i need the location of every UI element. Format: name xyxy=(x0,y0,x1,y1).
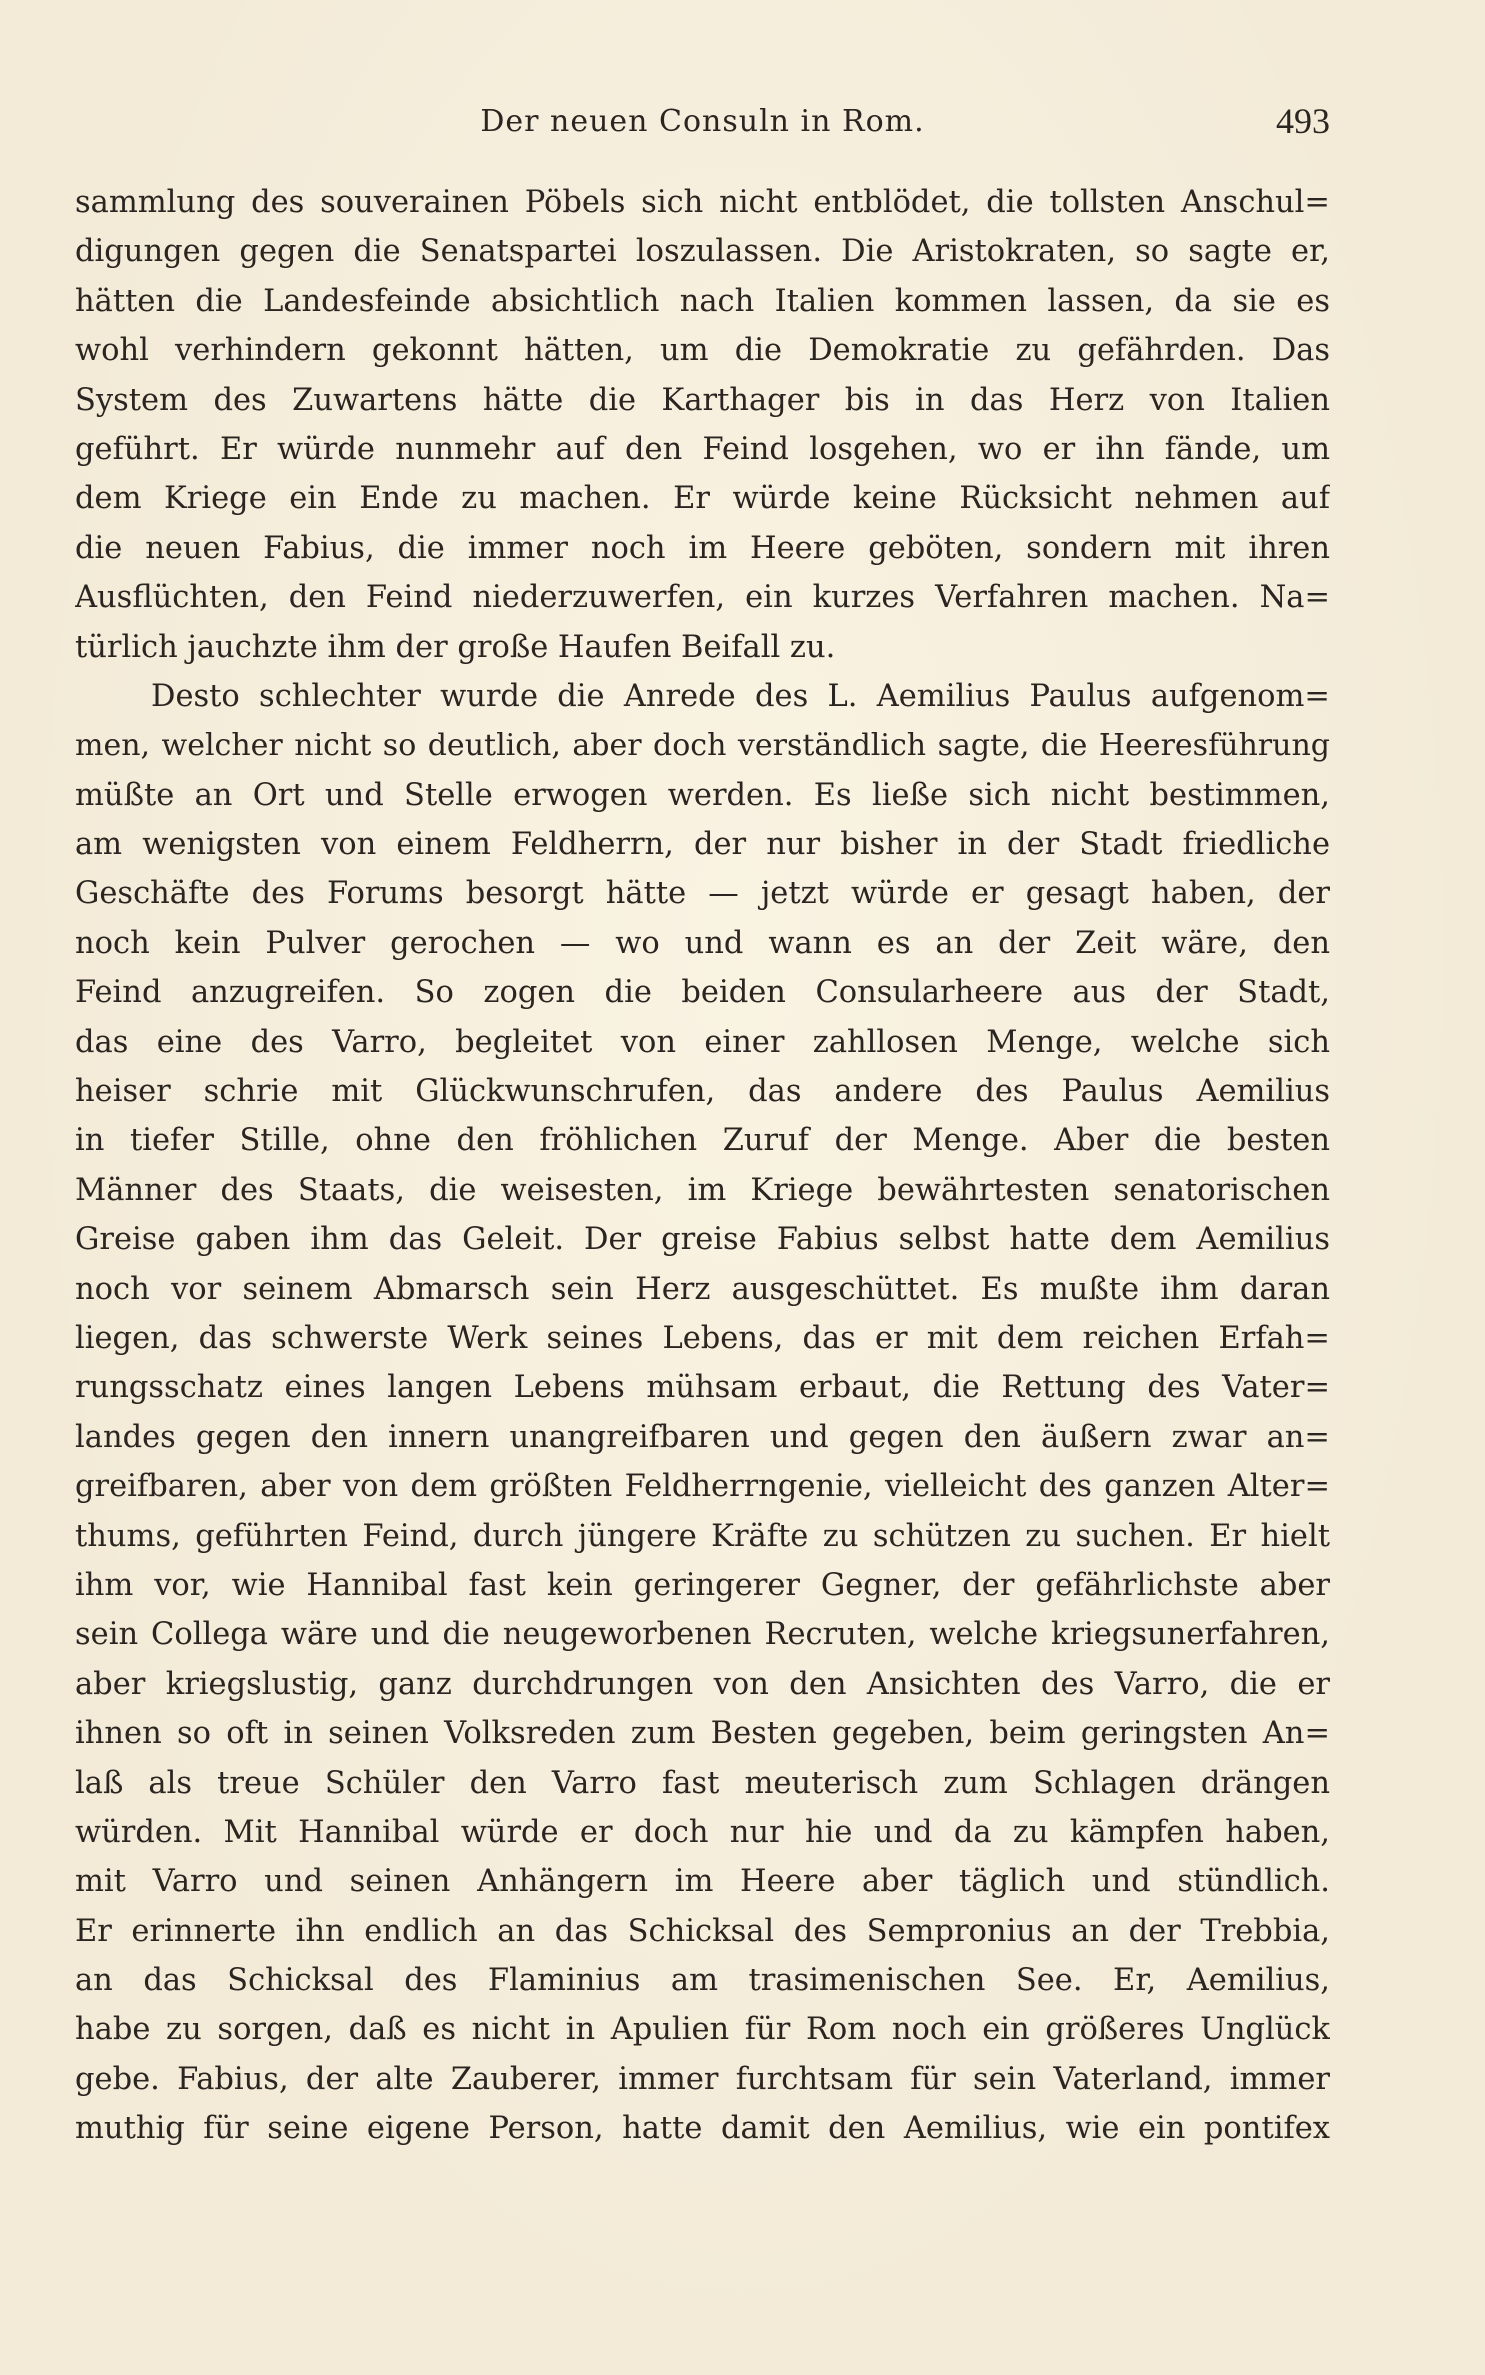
text-line: landes gegen den innern unangreifbaren und gegen den äußern zwar an= xyxy=(75,1419,1330,1455)
text-line: die neuen Fabius, die immer noch im Heere geböten, sondern mit ihren xyxy=(75,530,1330,566)
text-line: wohl verhindern gekonnt hätten, um die Demokratie zu gefährden. Das xyxy=(75,333,1330,369)
text-line: ihm vor, wie Hannibal fast kein geringerer Gegner, der gefährlichste aber xyxy=(75,1567,1330,1603)
text-line: Desto schlechter wurde die Anrede des L. Aemilius Paulus aufgenom= xyxy=(151,678,1330,714)
text-line: in tiefer Stille, ohne den fröhlichen Zuruf der Menge. Aber die besten xyxy=(75,1123,1330,1159)
text-line: Männer des Staats, die weisesten, im Kriege bewährtesten senatorischen xyxy=(75,1172,1330,1208)
text-line: ihnen so oft in seinen Volksreden zum Besten gegeben, beim geringsten An= xyxy=(75,1716,1330,1752)
text-line: würden. Mit Hannibal würde er doch nur hie und da zu kämpfen haben, xyxy=(75,1814,1330,1850)
text-line: thums, geführten Feind, durch jüngere Kräfte zu schützen zu suchen. Er hielt xyxy=(75,1518,1330,1554)
text-line: greifbaren, aber von dem größten Feldherrngenie, vielleicht des ganzen Alter= xyxy=(75,1469,1330,1505)
text-line: laß als treue Schüler den Varro fast meuterisch zum Schlagen drängen xyxy=(75,1765,1330,1801)
body-text xyxy=(75,178,1330,2154)
text-line: Greise gaben ihm das Geleit. Der greise Fabius selbst hatte dem Aemilius xyxy=(75,1222,1330,1258)
text-line: an das Schicksal des Flaminius am trasimenischen See. Er, Aemilius, xyxy=(75,1963,1330,1999)
page-number: 493 xyxy=(1276,101,1330,141)
text-line: noch kein Pulver gerochen — wo und wann es an der Zeit wäre, den xyxy=(75,925,1330,961)
text-line: Geschäfte des Forums besorgt hätte — jetzt würde er gesagt haben, der xyxy=(75,876,1330,912)
text-line: türlich jauchzte ihm der große Haufen Beifall zu. xyxy=(75,629,836,665)
text-line: Feind anzugreifen. So zogen die beiden Consularheere aus der Stadt, xyxy=(75,975,1330,1011)
text-line: habe zu sorgen, daß es nicht in Apulien für Rom noch ein größeres Unglück xyxy=(75,2012,1330,2048)
text-line: Ausflüchten, den Feind niederzuwerfen, ein kurzes Verfahren machen. Na= xyxy=(75,580,1330,616)
running-title: Der neuen Consuln in Rom. xyxy=(480,104,925,139)
text-line: liegen, das schwerste Werk seines Lebens, das er mit dem reichen Erfah= xyxy=(75,1320,1330,1356)
text-line: hätten die Landesfeinde absichtlich nach Italien kommen lassen, da sie es xyxy=(75,283,1330,319)
text-line: aber kriegslustig, ganz durchdrungen von den Ansichten des Varro, die er xyxy=(75,1666,1330,1702)
running-head xyxy=(75,100,1330,156)
text-line: gebe. Fabius, der alte Zauberer, immer furchtsam für sein Vaterland, immer xyxy=(75,2061,1330,2097)
text-line: System des Zuwartens hätte die Karthager bis in das Herz von Italien xyxy=(75,382,1330,418)
text-line: geführt. Er würde nunmehr auf den Feind losgehen, wo er ihn fände, um xyxy=(75,431,1330,467)
text-line: am wenigsten von einem Feldherrn, der nur bisher in der Stadt friedliche xyxy=(75,827,1330,863)
text-line: sein Collega wäre und die neugeworbenen Recruten, welche kriegsunerfahren, xyxy=(75,1617,1330,1653)
text-line: mit Varro und seinen Anhängern im Heere aber täglich und stündlich. xyxy=(75,1864,1330,1900)
text-line: digungen gegen die Senatspartei loszulassen. Die Aristokraten, so sagte er, xyxy=(75,234,1330,270)
text-line: rungsschatz eines langen Lebens mühsam erbaut, die Rettung des Vater= xyxy=(75,1370,1330,1406)
text-line: noch vor seinem Abmarsch sein Herz ausgeschüttet. Es mußte ihm daran xyxy=(75,1271,1330,1307)
text-line: heiser schrie mit Glückwunschrufen, das andere des Paulus Aemilius xyxy=(75,1074,1330,1110)
text-line: Er erinnerte ihn endlich an das Schicksal des Sempronius an der Trebbia, xyxy=(75,1913,1330,1949)
text-line: müßte an Ort und Stelle erwogen werden. Es ließe sich nicht bestimmen, xyxy=(75,777,1330,813)
text-line: das eine des Varro, begleitet von einer zahllosen Menge, welche sich xyxy=(75,1024,1330,1060)
text-line: dem Kriege ein Ende zu machen. Er würde keine Rücksicht nehmen auf xyxy=(75,481,1330,517)
text-line: sammlung des souverainen Pöbels sich nicht entblödet, die tollsten Anschul= xyxy=(75,185,1330,220)
text-line: men, welcher nicht so deutlich, aber doch verständlich sagte, die Heeresführung xyxy=(75,728,1330,764)
text-line: muthig für seine eigene Person, hatte damit den Aemilius, wie ein pontifex xyxy=(75,2111,1330,2147)
